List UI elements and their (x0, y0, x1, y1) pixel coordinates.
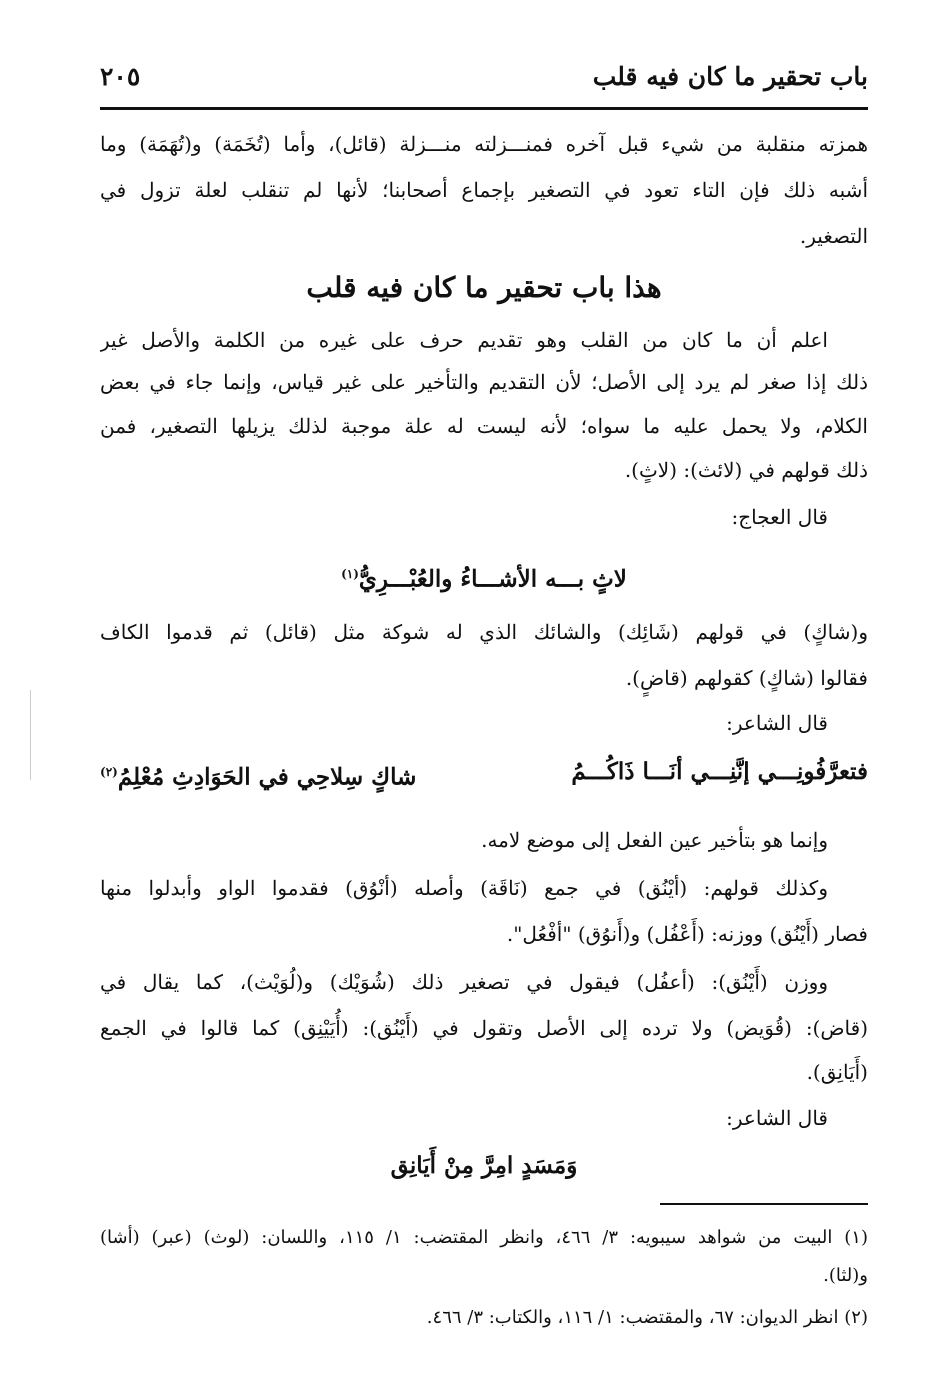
running-header-title: باب تحقير ما كان فيه قلب (592, 62, 868, 91)
paragraph-line: فصار (أَيْنُق) ووزنه: (أَعْفُل) و(أَنوُق) "أفْعُل". (506, 922, 868, 946)
intro-line: التصغير. (799, 224, 868, 248)
running-header (100, 58, 868, 102)
verse-1-text: لاثٍ بـــه الأشـــاءُ والعُبْـــرِيُّ (358, 565, 627, 593)
paragraph-line: فقالوا (شاكٍ) كقولهم (قاضٍ). (625, 666, 868, 690)
verse-1 (100, 552, 868, 602)
footnote-rule (660, 1203, 868, 1205)
footnote-line: (١) البيت من شواهد سيبويه: ٣/ ٤٦٦، وانظر المقتضب: ١/ ١١٥، واللسان: (لوث) (عبر) (أشا) (100, 1227, 868, 1248)
intro-line: همزته منقلبة من شيء قبل آخره فمنـــزلته منـــزلة (قائل)، وأما (تُخَمَة) و(تُهَمَة) وما (100, 132, 868, 156)
paragraph-line: و(شاكٍ) في قولهم (شَائِك) والشائك الذي له شوكة مثل (قائل) ثم قدموا الكاف (100, 620, 868, 644)
paragraph-line: ووزن (أَيْنُق): (أعفُل) فيقول في تصغير ذلك (شُوَيْك) و(لُوَيْث)، كما يقال في (100, 970, 828, 994)
paragraph-line: الكلام، ولا يحمل عليه ما سواه؛ لأنه ليست له علة موجبة لذلك يزيلها التصغير، فمن (100, 414, 868, 438)
paragraph-line: اعلم أن ما كان من القلب وهو تقديم حرف على غيره من الكلمة والأصل غير (100, 328, 828, 352)
header-rule (100, 107, 868, 110)
verse-2-second-text: شاكٍ سِلاحِي في الحَوَادِثِ مُعْلِمُ (117, 763, 417, 791)
page-number: ٢٠٥ (100, 62, 141, 91)
scan-margin-mark (30, 690, 31, 780)
footnote-line: (٢) انظر الديوان: ٦٧، والمقتضب: ١/ ١١٦، والكتاب: ٣/ ٤٦٦. (426, 1307, 868, 1328)
quote-intro: قال الشاعر: (726, 711, 828, 735)
footnote-ref-1: (١) (341, 567, 359, 581)
footnote-ref-2: (٢) (100, 765, 118, 779)
section-title: هذا باب تحقير ما كان فيه قلب (306, 271, 662, 304)
verse-2-first-hemistich: فتعرَّفُونِـــي إنَّنِـــي أنَـــا ذَاكُـــمُ (571, 758, 868, 785)
verse-2-second-hemistich (100, 750, 416, 800)
paragraph-line: (أَيَانِق). (806, 1060, 868, 1084)
verse-3: وَمَسَدٍ امِرَّ مِنْ أَيَانِق (390, 1152, 578, 1179)
quote-intro: قال الشاعر: (726, 1106, 828, 1130)
quote-intro: قال العجاج: (731, 505, 828, 529)
paragraph-line: وإنما هو بتأخير عين الفعل إلى موضع لامه. (481, 828, 828, 852)
intro-line: أشبه ذلك فإن التاء تعود في التصغير بإجماع أصحابنا؛ لأنها لم تنقلب لعلة تزول في (100, 178, 868, 202)
paragraph-line: وكذلك قولهم: (أيْنُق) في جمع (نَاقَة) وأصله (أنْوُق) فقدموا الواو وأبدلوا منها (100, 876, 828, 900)
footnote-line: و(لثا). (823, 1265, 868, 1286)
paragraph-line: ذلك إذا صغر لم يرد إلى الأصل؛ لأن التقديم والتأخير على غير قياس، وإنما جاء في بعض (100, 370, 868, 394)
paragraph-line: ذلك قولهم في (لائث): (لاثٍ). (624, 458, 868, 482)
paragraph-line: (قاض): (قُوَيض) ولا ترده إلى الأصل وتقول في (أَيْنُق): (أُيَيْنِق) كما قالوا في الجمع (100, 1016, 868, 1040)
